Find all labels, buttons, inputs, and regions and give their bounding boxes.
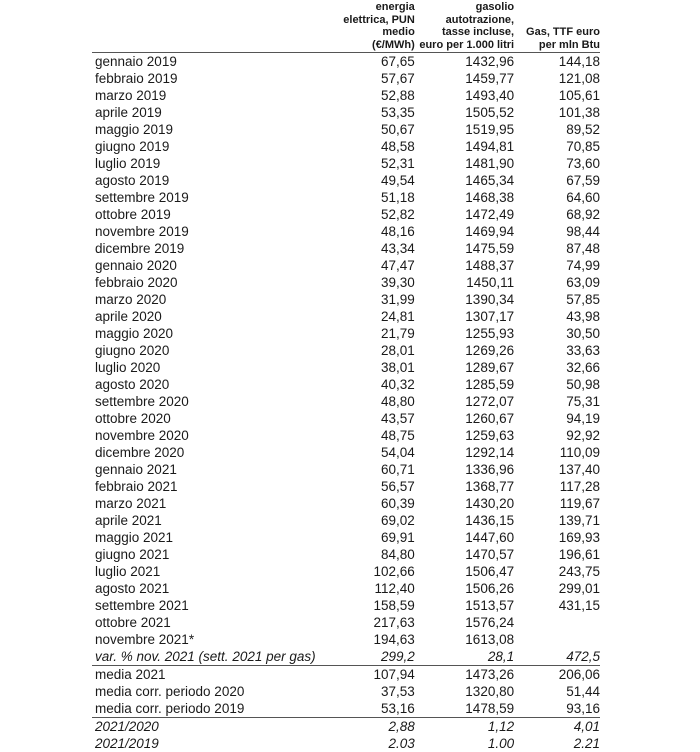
table-row [92, 70, 600, 87]
header-row [92, 1, 600, 53]
energia-value: 84,80 [332, 546, 415, 563]
energia-value: 112,40 [332, 580, 415, 597]
gas-ttf-value: 4,01 [514, 718, 600, 736]
energia-value: 40,32 [332, 376, 415, 393]
energia-value: 24,81 [332, 308, 415, 325]
table-row [92, 138, 600, 155]
gasolio-value: 1470,57 [415, 546, 514, 563]
energia-value: 48,80 [332, 393, 415, 410]
gasolio-value: 1506,47 [415, 563, 514, 580]
energia-value: 2.03 [332, 735, 415, 752]
gasolio-value: 1.00 [415, 735, 514, 752]
row-label: luglio 2019 [92, 155, 332, 172]
gas-ttf-value [514, 614, 600, 631]
energia-value: 21,79 [332, 325, 415, 342]
table-row [92, 87, 600, 104]
energia-value: 47,47 [332, 257, 415, 274]
energia-value: 2,88 [332, 718, 415, 736]
gasolio-value: 1576,24 [415, 614, 514, 631]
header-gas-ttf [514, 1, 600, 53]
table-row [92, 427, 600, 444]
energia-value: 43,57 [332, 410, 415, 427]
energia-value: 43,34 [332, 240, 415, 257]
row-label: 2021/2020 [92, 718, 332, 736]
row-label: var. % nov. 2021 (sett. 2021 per gas) [92, 648, 332, 666]
table-row [92, 189, 600, 206]
table-row [92, 529, 600, 546]
gasolio-value: 1505,52 [415, 104, 514, 121]
average-row [92, 700, 600, 718]
header-gasolio-line: tasse incluse, [415, 26, 514, 39]
gasolio-value: 1368,77 [415, 478, 514, 495]
energia-value: 158,59 [332, 597, 415, 614]
average-row [92, 666, 600, 684]
row-label: media 2021 [92, 666, 332, 684]
gasolio-value: 1260,67 [415, 410, 514, 427]
row-label: novembre 2019 [92, 223, 332, 240]
table-row [92, 223, 600, 240]
gas-ttf-value: 196,61 [514, 546, 600, 563]
gas-ttf-value: 64,60 [514, 189, 600, 206]
energia-value: 56,57 [332, 478, 415, 495]
gasolio-value: 1473,26 [415, 666, 514, 684]
energia-value: 38,01 [332, 359, 415, 376]
row-label: novembre 2020 [92, 427, 332, 444]
row-label: marzo 2021 [92, 495, 332, 512]
table-header [92, 1, 600, 53]
row-label: aprile 2019 [92, 104, 332, 121]
row-label: maggio 2021 [92, 529, 332, 546]
table-row [92, 444, 600, 461]
table-row [92, 291, 600, 308]
table-body [92, 53, 600, 752]
row-label: maggio 2019 [92, 121, 332, 138]
table-row [92, 495, 600, 512]
energia-value: 51,18 [332, 189, 415, 206]
energia-value: 54,04 [332, 444, 415, 461]
table-row [92, 325, 600, 342]
gas-ttf-value: 33,63 [514, 342, 600, 359]
gas-ttf-value: 299,01 [514, 580, 600, 597]
gasolio-value: 1459,77 [415, 70, 514, 87]
row-label: ottobre 2020 [92, 410, 332, 427]
gas-ttf-value: 32,66 [514, 359, 600, 376]
gasolio-value: 1269,26 [415, 342, 514, 359]
energia-value: 53,16 [332, 700, 415, 718]
table-row [92, 359, 600, 376]
energia-value: 57,67 [332, 70, 415, 87]
gas-ttf-value: 243,75 [514, 563, 600, 580]
energia-value: 60,39 [332, 495, 415, 512]
gasolio-value: 1292,14 [415, 444, 514, 461]
energia-value: 28,01 [332, 342, 415, 359]
gasolio-value: 1469,94 [415, 223, 514, 240]
energia-value: 39,30 [332, 274, 415, 291]
energia-value: 69,02 [332, 512, 415, 529]
gas-ttf-value: 431,15 [514, 597, 600, 614]
ratio-row [92, 735, 600, 752]
energia-value: 217,63 [332, 614, 415, 631]
gas-ttf-value: 75,31 [514, 393, 600, 410]
table-row [92, 512, 600, 529]
row-label: giugno 2019 [92, 138, 332, 155]
table-row [92, 342, 600, 359]
gasolio-value: 1478,59 [415, 700, 514, 718]
gasolio-value: 1320,80 [415, 683, 514, 700]
energia-value: 69,91 [332, 529, 415, 546]
header-gasolio-line: gasolio [415, 1, 514, 14]
row-label: agosto 2021 [92, 580, 332, 597]
row-label: settembre 2020 [92, 393, 332, 410]
gas-ttf-value: 63,09 [514, 274, 600, 291]
row-label: settembre 2021 [92, 597, 332, 614]
table-row [92, 240, 600, 257]
gas-ttf-value: 51,44 [514, 683, 600, 700]
gas-ttf-value: 121,08 [514, 70, 600, 87]
energia-value: 31,99 [332, 291, 415, 308]
energia-value: 48,58 [332, 138, 415, 155]
row-label: gennaio 2020 [92, 257, 332, 274]
table-row [92, 257, 600, 274]
gasolio-value: 1475,59 [415, 240, 514, 257]
table-row [92, 104, 600, 121]
gas-ttf-value: 144,18 [514, 53, 600, 71]
gasolio-value: 1272,07 [415, 393, 514, 410]
gasolio-value: 1613,08 [415, 631, 514, 648]
row-label: luglio 2020 [92, 359, 332, 376]
header-gasolio-line: autotrazione, [415, 14, 514, 27]
gas-ttf-value: 105,61 [514, 87, 600, 104]
gas-ttf-value: 2.21 [514, 735, 600, 752]
energia-value: 194,63 [332, 631, 415, 648]
gasolio-value: 1390,34 [415, 291, 514, 308]
variation-row [92, 648, 600, 666]
gas-ttf-value: 30,50 [514, 325, 600, 342]
header-energia-line: medio [332, 26, 415, 39]
table-row [92, 546, 600, 563]
price-table-container [92, 1, 600, 752]
row-label: aprile 2020 [92, 308, 332, 325]
header-gas-ttf-line: Gas, TTF euro [514, 26, 600, 39]
gas-ttf-value: 206,06 [514, 666, 600, 684]
energia-value: 102,66 [332, 563, 415, 580]
table-row [92, 206, 600, 223]
gasolio-value: 1289,67 [415, 359, 514, 376]
gas-ttf-value: 50,98 [514, 376, 600, 393]
energia-value: 60,71 [332, 461, 415, 478]
table-row [92, 563, 600, 580]
table-row [92, 597, 600, 614]
gasolio-value: 1255,93 [415, 325, 514, 342]
energia-value: 53,35 [332, 104, 415, 121]
table-row [92, 580, 600, 597]
row-label: aprile 2021 [92, 512, 332, 529]
row-label: febbraio 2019 [92, 70, 332, 87]
header-energia-line: (€/MWh) [332, 39, 415, 52]
header-energia-line: energia [332, 1, 415, 14]
gas-ttf-value: 92,92 [514, 427, 600, 444]
table-row [92, 53, 600, 71]
gas-ttf-value: 43,98 [514, 308, 600, 325]
average-row [92, 683, 600, 700]
table-row [92, 631, 600, 648]
gas-ttf-value: 139,71 [514, 512, 600, 529]
gasolio-value: 1494,81 [415, 138, 514, 155]
table-row [92, 614, 600, 631]
row-label: dicembre 2020 [92, 444, 332, 461]
gasolio-value: 28,1 [415, 648, 514, 666]
energia-value: 50,67 [332, 121, 415, 138]
energia-value: 299,2 [332, 648, 415, 666]
gas-ttf-value: 70,85 [514, 138, 600, 155]
gas-ttf-value: 94,19 [514, 410, 600, 427]
row-label: maggio 2020 [92, 325, 332, 342]
gasolio-value: 1450,11 [415, 274, 514, 291]
row-label: 2021/2019 [92, 735, 332, 752]
gas-ttf-value: 67,59 [514, 172, 600, 189]
row-label: giugno 2021 [92, 546, 332, 563]
table-row [92, 461, 600, 478]
energia-value: 107,94 [332, 666, 415, 684]
table-row [92, 393, 600, 410]
gas-ttf-value: 101,38 [514, 104, 600, 121]
row-label: febbraio 2021 [92, 478, 332, 495]
gas-ttf-value: 137,40 [514, 461, 600, 478]
row-label: agosto 2020 [92, 376, 332, 393]
row-label: febbraio 2020 [92, 274, 332, 291]
energia-value: 67,65 [332, 53, 415, 71]
table-row [92, 155, 600, 172]
gas-ttf-value: 472,5 [514, 648, 600, 666]
row-label: agosto 2019 [92, 172, 332, 189]
table-row [92, 410, 600, 427]
table-row [92, 172, 600, 189]
gas-ttf-value: 87,48 [514, 240, 600, 257]
gas-ttf-value: 117,28 [514, 478, 600, 495]
energia-value: 37,53 [332, 683, 415, 700]
gas-ttf-value [514, 631, 600, 648]
energia-value: 48,16 [332, 223, 415, 240]
gasolio-value: 1506,26 [415, 580, 514, 597]
gasolio-value: 1493,40 [415, 87, 514, 104]
row-label: gennaio 2021 [92, 461, 332, 478]
gasolio-value: 1519,95 [415, 121, 514, 138]
gasolio-value: 1513,57 [415, 597, 514, 614]
row-label: marzo 2020 [92, 291, 332, 308]
row-label: gennaio 2019 [92, 53, 332, 71]
gasolio-value: 1488,37 [415, 257, 514, 274]
row-label: novembre 2021* [92, 631, 332, 648]
gasolio-value: 1447,60 [415, 529, 514, 546]
row-label: dicembre 2019 [92, 240, 332, 257]
energia-value: 48,75 [332, 427, 415, 444]
row-label: settembre 2019 [92, 189, 332, 206]
table-row [92, 376, 600, 393]
gasolio-value: 1481,90 [415, 155, 514, 172]
row-label: media corr. periodo 2019 [92, 700, 332, 718]
header-energia-elettrica [332, 1, 415, 53]
gas-ttf-value: 169,93 [514, 529, 600, 546]
gasolio-value: 1468,38 [415, 189, 514, 206]
header-gasolio-line: euro per 1.000 litri [415, 39, 514, 52]
gas-ttf-value: 98,44 [514, 223, 600, 240]
row-label: luglio 2021 [92, 563, 332, 580]
gasolio-value: 1436,15 [415, 512, 514, 529]
header-gas-ttf-line: per mln Btu [514, 39, 600, 52]
row-label: ottobre 2021 [92, 614, 332, 631]
gasolio-value: 1472,49 [415, 206, 514, 223]
gas-ttf-value: 110,09 [514, 444, 600, 461]
gasolio-value: 1307,17 [415, 308, 514, 325]
gasolio-value: 1465,34 [415, 172, 514, 189]
table-row [92, 121, 600, 138]
energia-value: 49,54 [332, 172, 415, 189]
header-label-column [92, 1, 332, 53]
gas-ttf-value: 119,67 [514, 495, 600, 512]
gas-ttf-value: 73,60 [514, 155, 600, 172]
gasolio-value: 1336,96 [415, 461, 514, 478]
gas-ttf-value: 57,85 [514, 291, 600, 308]
header-gasolio [415, 1, 514, 53]
energia-value: 52,82 [332, 206, 415, 223]
table-row [92, 308, 600, 325]
gas-ttf-value: 74,99 [514, 257, 600, 274]
row-label: ottobre 2019 [92, 206, 332, 223]
gasolio-value: 1285,59 [415, 376, 514, 393]
gas-ttf-value: 68,92 [514, 206, 600, 223]
energia-value: 52,31 [332, 155, 415, 172]
ratio-row [92, 718, 600, 736]
row-label: giugno 2020 [92, 342, 332, 359]
gasolio-value: 1259,63 [415, 427, 514, 444]
gas-ttf-value: 93,16 [514, 700, 600, 718]
gas-ttf-value: 89,52 [514, 121, 600, 138]
row-label: marzo 2019 [92, 87, 332, 104]
energia-value: 52,88 [332, 87, 415, 104]
energy-price-table [92, 1, 600, 752]
table-row [92, 478, 600, 495]
gasolio-value: 1432,96 [415, 53, 514, 71]
row-label: media corr. periodo 2020 [92, 683, 332, 700]
gasolio-value: 1430,20 [415, 495, 514, 512]
header-energia-line: elettrica, PUN [332, 14, 415, 27]
table-row [92, 274, 600, 291]
gasolio-value: 1,12 [415, 718, 514, 736]
